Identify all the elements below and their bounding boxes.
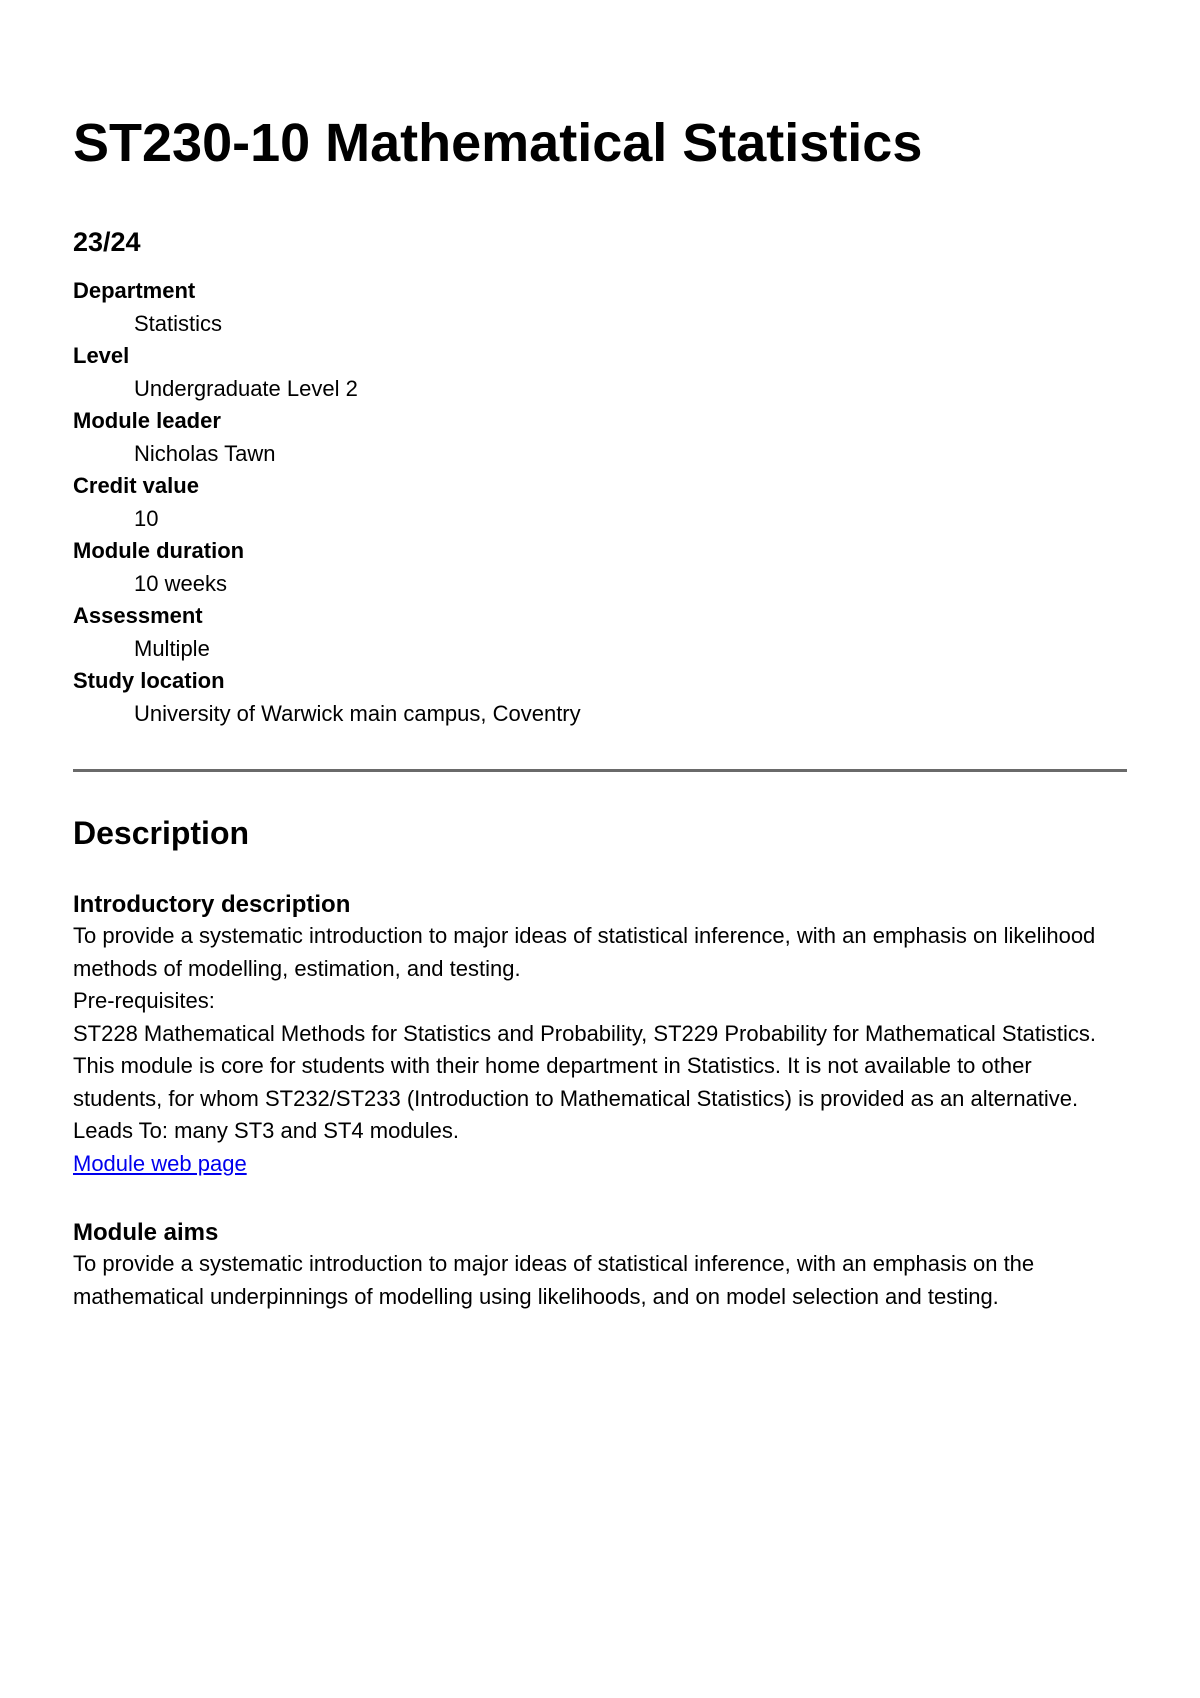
detail-value-module-duration: 10 weeks <box>134 570 227 596</box>
detail-label-module-leader: Module leader <box>73 408 221 433</box>
detail-label-module-duration: Module duration <box>73 538 245 563</box>
detail-label-study-location: Study location <box>73 668 225 693</box>
academic-year: 23/24 <box>73 227 141 257</box>
detail-value-level: Undergraduate Level 2 <box>134 375 358 401</box>
detail-value-assessment: Multiple <box>134 635 210 661</box>
module-web-page-link[interactable]: Module web page <box>73 1150 247 1176</box>
prerequisites-paragraph <box>73 985 1127 1050</box>
page-title: ST230-10 Mathematical Statistics <box>73 113 923 173</box>
module-web-page-paragraph <box>73 1148 1127 1181</box>
introductory-description-text: To provide a systematic introduction to major ideas of statistical inference, with an emphasis on likelihood methods of modelling, estimation, and testing. <box>73 923 1096 981</box>
description-heading: Description <box>73 815 250 851</box>
detail-label-credit-value: Credit value <box>73 473 199 498</box>
detail-value-credit-value: 10 <box>134 505 159 531</box>
detail-value-module-leader: Nicholas Tawn <box>134 440 276 466</box>
detail-value-study-location: University of Warwick main campus, Coventry <box>134 700 581 726</box>
introductory-description-heading: Introductory description <box>73 891 351 918</box>
detail-label-department: Department <box>73 278 196 303</box>
module-details-list <box>73 275 1127 730</box>
detail-value-department: Statistics <box>134 310 223 336</box>
section-divider <box>73 769 1127 772</box>
prerequisites-text: ST228 Mathematical Methods for Statistics and Probability, ST229 Probability for Mathematical Statistics. <box>73 1020 1097 1046</box>
detail-label-assessment: Assessment <box>73 603 203 628</box>
module-aims-text: To provide a systematic introduction to major ideas of statistical inference, with an emphasis on the mathematical underpinnings of modelling using likelihoods, and on model selection and testing. <box>73 1251 1035 1309</box>
detail-label-level: Level <box>73 343 130 368</box>
core-module-text: This module is core for students with their home department in Statistics. It is not available to other students, for whom ST232/ST233 (Introduction to Mathematical Statistics) is provided as an alternative. <box>73 1053 1079 1111</box>
prerequisites-label: Pre-requisites: <box>73 988 215 1013</box>
leads-to-text: Leads To: many ST3 and ST4 modules. <box>73 1118 460 1143</box>
module-aims-heading: Module aims <box>73 1219 219 1246</box>
